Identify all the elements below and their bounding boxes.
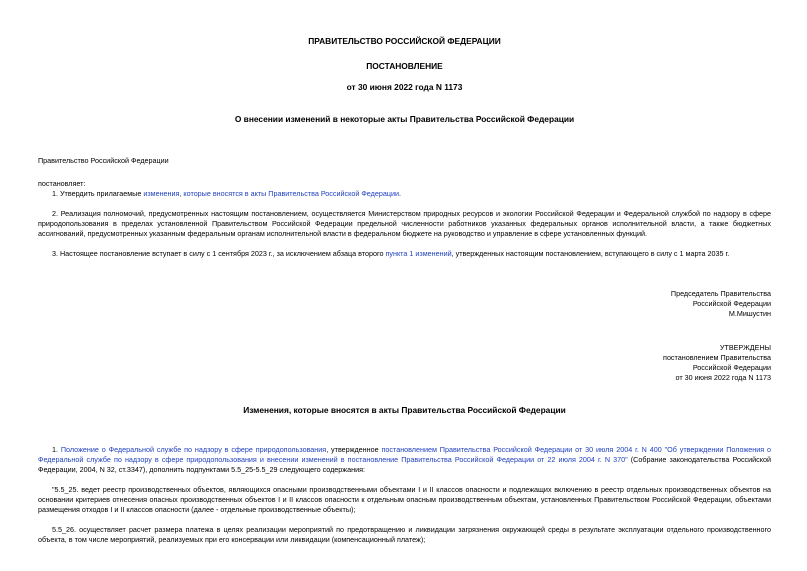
item-3-text: 3. Настоящее постановление вступает в силу с 1 сентября 2023 г., за исключением абзаца второго — [52, 249, 386, 258]
signature-line-3: М.Мишустин — [728, 309, 771, 318]
point-1-link[interactable]: пункта 1 изменений — [385, 249, 452, 258]
item-3 — [38, 249, 771, 259]
resolution-link[interactable]: постановлением Правительства Российской Федерации от 30 июля 2004 г. N 400 "Об утверждении Положения о Федеральной службе по надзору в сфере природопользования и внесении изменений в постановление Правительства Российской Федерации от 22 июля 2004 г. N 370" — [38, 445, 772, 464]
change-1-mid: , утвержденное — [326, 445, 382, 454]
change-1-number: 1. — [52, 445, 61, 454]
item-1-end: . — [398, 189, 401, 198]
government-heading: ПРАВИТЕЛЬСТВО РОССИЙСКОЙ ФЕДЕРАЦИИ — [308, 36, 501, 46]
item-2: 2. Реализация полномочий, предусмотренных настоящим постановлением, осуществляется Министерством природных ресурсов и экологии Российской Федерации и Федеральной службой по надзору в сфере природопользования в пределах установленной Правительством Российской Федерации предельной численности работников указанных федеральных органов исполнительной власти, а также бюджетных ассигнований, предусмотренных указанным федеральным органам исполнительной власти в федеральном бюджете на руководство и управление в сфере установленных функций. — [38, 209, 771, 238]
item-3-end: , утвержденных настоящим постановлением, вступающего в силу с 1 марта 2035 г. — [451, 249, 730, 258]
government-line: Правительство Российской Федерации — [38, 156, 169, 165]
approved-block — [38, 343, 771, 383]
change-1 — [38, 445, 771, 475]
change-5-5-26: 5.5_26. осуществляет расчет размера платежа в целях реализации мероприятий по предотвращению и ликвидации загрязнения окружающей среды в результате эксплуатации отдельного производственного объекта, в том числе мероприятий, реализуемых при его консервации или ликвидации (компенсационный платеж); — [38, 525, 771, 544]
changes-link[interactable]: изменения, которые вносятся в акты Правительства Российской Федерации — [143, 189, 399, 198]
changes-title: Изменения, которые вносятся в акты Правительства Российской Федерации — [243, 405, 566, 415]
document-title: О внесении изменений в некоторые акты Правительства Российской Федерации — [234, 114, 575, 124]
doc-type-heading: ПОСТАНОВЛЕНИЕ — [366, 61, 443, 71]
signature-block — [38, 289, 771, 319]
approved-line-2: постановлением Правительства — [663, 353, 771, 362]
decree-line: постановляет: — [38, 179, 86, 188]
approved-line-1: УТВЕРЖДЕНЫ — [719, 343, 771, 352]
doc-date-number: от 30 июня 2022 года N 1173 — [346, 82, 463, 92]
item-1-text: 1. Утвердить прилагаемые — [52, 189, 144, 198]
signature-line-1: Председатель Правительства — [670, 289, 771, 298]
regulation-link[interactable]: Положение о Федеральной службе по надзору в сфере природопользования — [60, 445, 327, 454]
change-1-end: (Собрание законодательства Российской Федерации, 2004, N 32, ст.3347), дополнить подпунктами 5.5_25-5.5_29 следующего содержания: — [38, 455, 771, 474]
change-5-5-25: "5.5_25. ведет реестр производственных объектов, являющихся опасными производственными объектами I и II классов опасности и подлежащих включению в реестр отдельных производственных объектов на основании критериев отнесения опасных производственных объектов I и II классов опасности к отдельным опасным производственным объектам, установленных Правительством Российской Федерации, объектами размещения отходов I и II классов опасности (далее - отдельные производственные объекты); — [38, 485, 771, 514]
signature-line-2: Российской Федерации — [692, 299, 771, 308]
approved-line-3: Российской Федерации — [692, 363, 771, 372]
item-1 — [38, 189, 771, 199]
approved-line-4: от 30 июня 2022 года N 1173 — [675, 373, 771, 382]
